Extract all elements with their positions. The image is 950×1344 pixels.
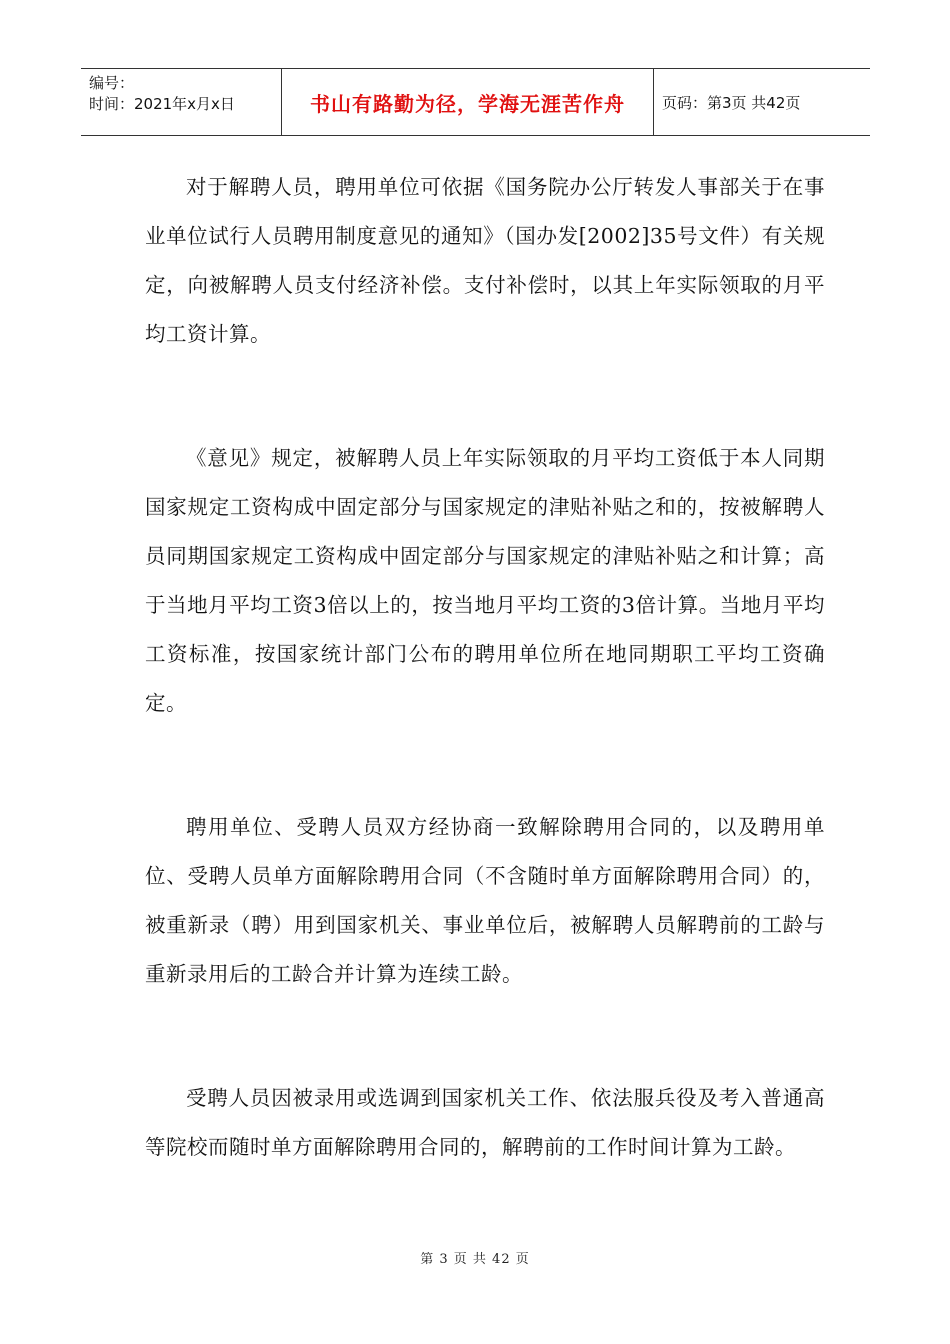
document-number-label: 编号： bbox=[89, 74, 135, 92]
header-motto: 书山有路勤为径，学海无涯苦作舟 bbox=[310, 91, 625, 116]
body-paragraph: 《意见》规定，被解聘人员上年实际领取的月平均工资低于本人同期国家规定工资构成中固定部分与国家规定的津贴补贴之和的，按被解聘人员同期国家规定工资构成中固定部分与国家规定的津贴补贴之和计算；高于当地月平均工资3倍以上的，按当地月平均工资的3倍计算。当地月平均工资标准，按国家统计部门公布的聘用单位所在地同期职工平均工资确定。 bbox=[145, 446, 825, 715]
header-meta-cell bbox=[81, 69, 282, 135]
footer-page-number: 第 3 页 共 42 页 bbox=[420, 1252, 530, 1267]
body-paragraph: 对于解聘人员，聘用单位可依据《国务院办公厅转发人事部关于在事业单位试行人员聘用制度意见的通知》（国办发[2002]35号文件）有关规定，向被解聘人员支付经济补偿。支付补偿时，以其上年实际领取的月平均工资计算。 bbox=[145, 175, 825, 346]
document-body bbox=[145, 163, 825, 1247]
page-footer bbox=[0, 1248, 950, 1267]
header-page-label: 页码：第3页 共42页 bbox=[662, 93, 801, 112]
document-time-label: 时间：2021年x月x日 bbox=[89, 95, 235, 113]
body-paragraph: 受聘人员因被录用或选调到国家机关工作、依法服兵役及考入普通高等院校而随时单方面解除聘用合同的，解聘前的工作时间计算为工龄。 bbox=[145, 1086, 825, 1159]
header-page-cell bbox=[654, 69, 870, 135]
body-paragraph: 聘用单位、受聘人员双方经协商一致解除聘用合同的，以及聘用单位、受聘人员单方面解除聘用合同（不含随时单方面解除聘用合同）的，被重新录（聘）用到国家机关、事业单位后，被解聘人员解聘前的工龄与重新录用后的工龄合并计算为连续工龄。 bbox=[145, 815, 825, 986]
header-motto-cell bbox=[282, 69, 654, 135]
page-header bbox=[81, 68, 870, 136]
